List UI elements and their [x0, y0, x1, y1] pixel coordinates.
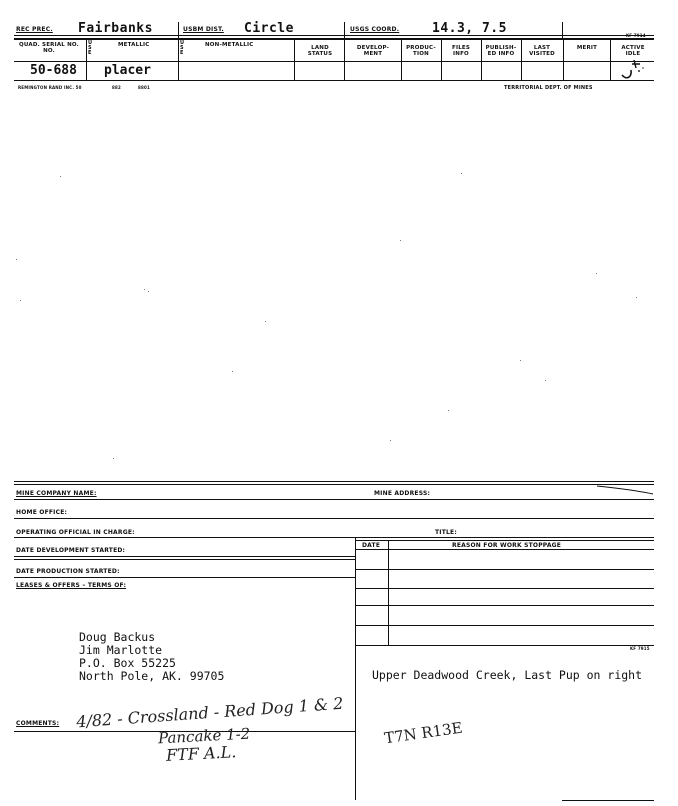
active-idle-mark-icon [618, 56, 648, 82]
col-published-info: PUBLISH- ED INFO [485, 45, 517, 57]
department-label: TERRITORIAL DEPT. OF MINES [504, 85, 593, 91]
printer-code-1: 882 [112, 85, 121, 90]
metallic-value: placer [104, 63, 151, 78]
col-non-metallic: NON-METALLIC [205, 42, 254, 48]
printer-code-2: 8801 [138, 85, 150, 90]
comments-handwriting-line-1: 4/82 - Crossland - Red Dog 1 & 2 [75, 693, 344, 732]
col-metallic: METALLIC [118, 42, 150, 48]
title-label: TITLE: [435, 529, 457, 536]
operating-official-label: OPERATING OFFICIAL IN CHARGE: [16, 529, 135, 536]
usgs-coord-value: 14.3, 7.5 [432, 21, 507, 36]
address-line-3: P.O. Box 55225 [79, 656, 176, 670]
col-active-idle: ACTIVE IDLE [621, 45, 645, 57]
address-line-2: Jim Marlotte [79, 643, 163, 657]
reason-column-label: REASON FOR WORK STOPPAGE [452, 542, 562, 549]
col-quad-serial: QUAD. SERIAL NO. NO. [19, 42, 79, 54]
leases-offers-label: LEASES & OFFERS – TERMS OF: [16, 582, 127, 589]
date-column-label: DATE [362, 542, 381, 549]
col-production: PRODUC- TION [406, 45, 436, 57]
comments-handwriting-line-2: Pancake 1-2 [157, 724, 251, 748]
rec-prec-value: Fairbanks [78, 21, 153, 36]
address-line-1: Doug Backus [79, 630, 156, 644]
township-handwriting: T7N R13E [383, 718, 464, 748]
col-use-1: U S E [88, 40, 93, 56]
mine-company-name-label: MINE COMPANY NAME: [16, 490, 97, 497]
form-code-bottom: KF 7915 [630, 646, 650, 651]
col-use-2: U S E [180, 40, 185, 56]
col-merit: MERIT [576, 45, 598, 51]
quad-serial-value: 50-688 [30, 63, 77, 78]
col-last-visited: LAST VISITED [529, 45, 555, 57]
usbm-dist-value: Circle [244, 21, 294, 36]
date-development-label: DATE DEVELOPMENT STARTED: [16, 547, 126, 554]
col-development: DEVELOP- MENT [356, 45, 390, 57]
rec-prec-label: REC PREC. [16, 26, 53, 33]
location-description: Upper Deadwood Creek, Last Pup on right [372, 668, 643, 682]
usbm-dist-label: USBM DIST. [183, 26, 224, 33]
printer-line: REMINGTON RAND INC. 50 [18, 85, 82, 90]
comments-handwriting-line-3: FTF A.L. [165, 742, 237, 765]
date-production-label: DATE PRODUCTION STARTED: [16, 568, 120, 575]
usgs-coord-label: USGS COORD. [350, 26, 400, 33]
address-line-4: North Pole, AK. 99705 [79, 669, 225, 683]
col-land-status: LAND STATUS [307, 45, 333, 57]
home-office-label: HOME OFFICE: [16, 509, 68, 516]
comments-label: COMMENTS: [16, 720, 60, 727]
col-files-info: FILES INFO [451, 45, 471, 57]
form-code-top: KF 7914 [626, 33, 646, 38]
mine-address-label: MINE ADDRESS: [374, 490, 431, 497]
